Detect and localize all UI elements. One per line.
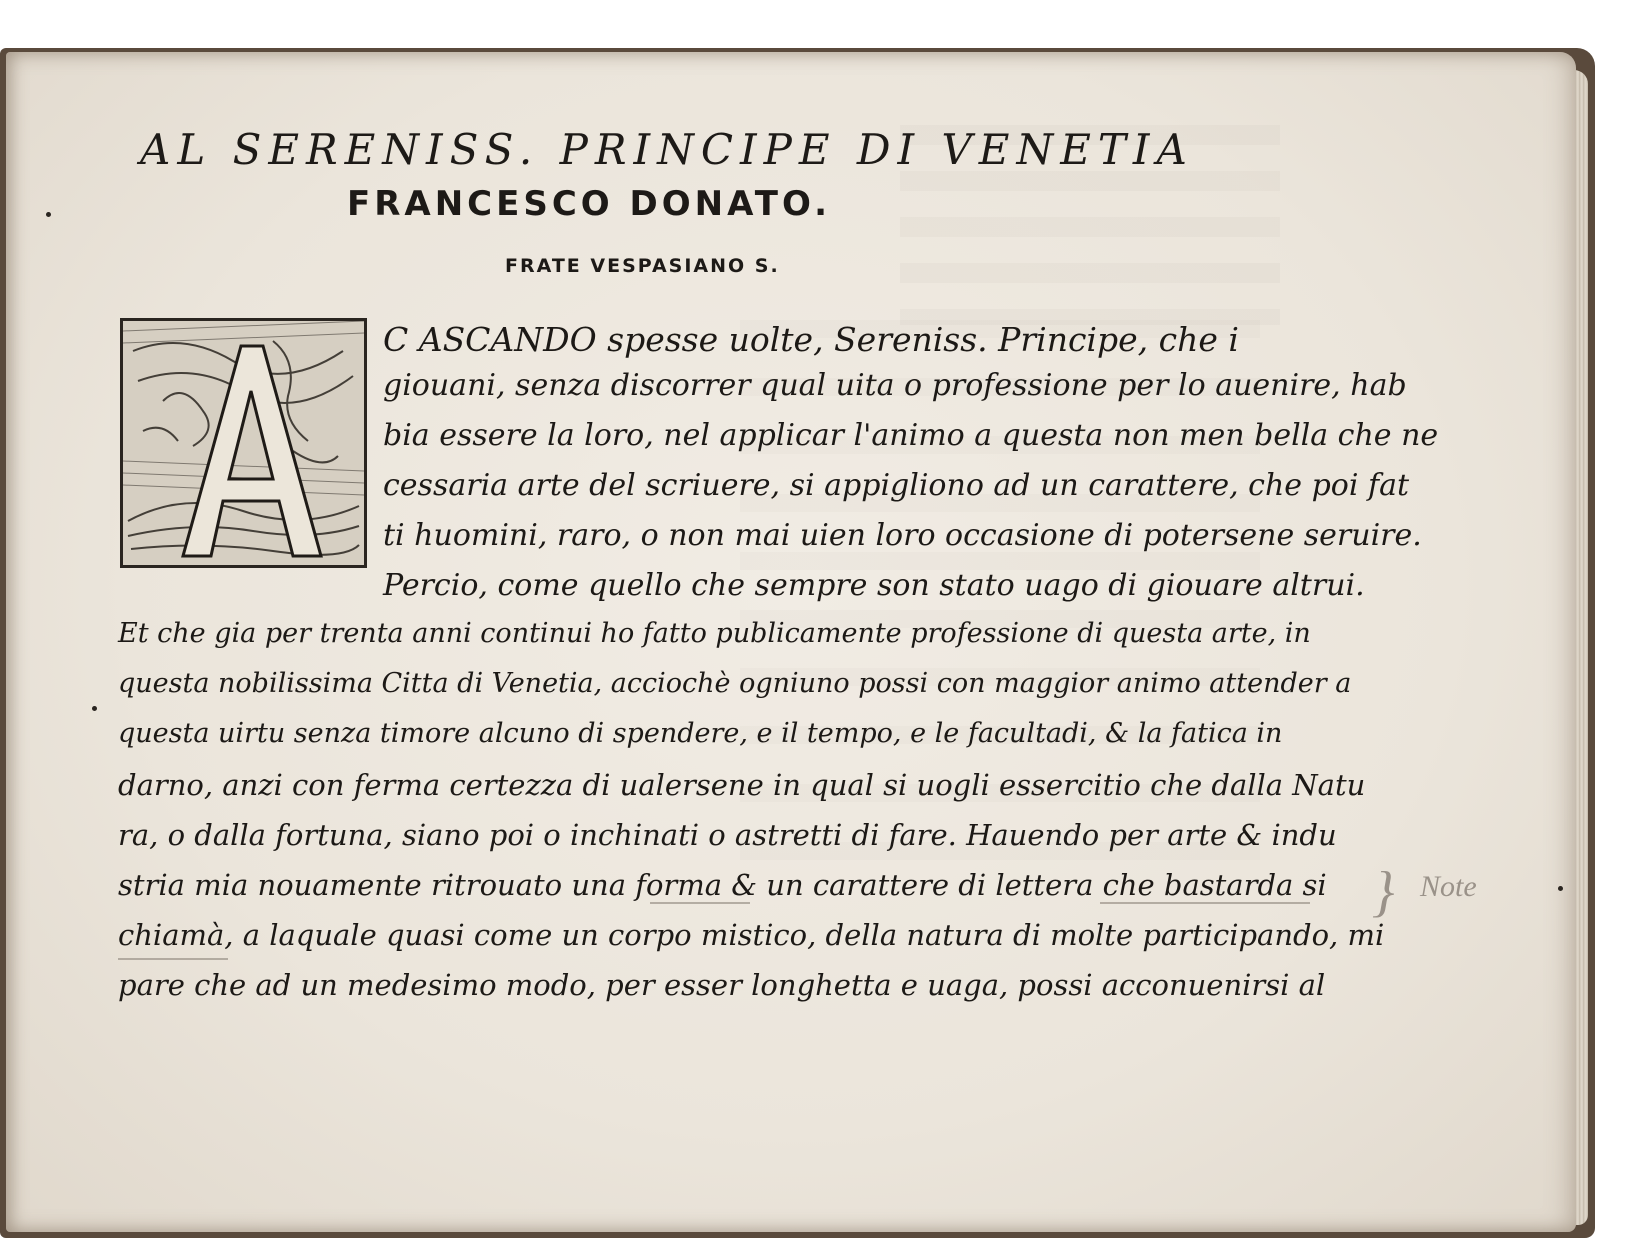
text-line-3: bia essere la loro, nel applicar l'animo a questa non men bella che ne [383,418,1439,453]
text-line-10: darno, anzi con ferma certezza di ualersene in qual si uogli essercitio che dalla Natu [118,768,1366,802]
margin-brace: } [1372,861,1395,923]
text-line-12: stria mia nouamente ritrouato una forma & un carattere di lettera che bastarda si [118,868,1327,902]
text-line-11: ra, o dalla fortuna, siano poi o inchinati o astretti di fare. Hauendo per arte & indu [118,818,1337,852]
text-line-7: Et che gia per trenta anni continui ho fatto publicamente professione di questa arte, in [118,618,1311,649]
dedicatee-name: FRANCESCO DONATO. [347,184,832,224]
ink-dot-2 [92,706,97,711]
text-line-5: ti huomini, raro, o non mai uien loro occasione di potersene seruire. [383,518,1422,553]
woodcut-illustration [123,321,364,565]
text-line-1: C ASCANDO spesse uolte, Sereniss. Principe, che i [383,320,1239,359]
text-line-13: chiamà, a laquale quasi come un corpo mistico, della natura di molte participando, mi [118,918,1385,952]
pencil-underline-1 [650,902,750,904]
dedication-heading: AL SERENISS. PRINCIPE DI VENETIA [140,125,1194,174]
margin-note: Note [1420,870,1477,903]
ink-dot-1 [46,212,51,217]
text-line-4: cessaria arte del scriuere, si appigliono ad un carattere, che poi fat [383,468,1410,503]
text-line-14: pare che ad un medesimo modo, per esser longhetta e uaga, possi acconuenirsi al [118,968,1326,1002]
ink-dot-3 [1558,886,1563,891]
text-line-8: questa nobilissima Citta di Venetia, acciochè ogniuno possi con maggior animo attender a [118,668,1352,699]
text-line-6: Percio, come quello che sempre son stato uago di giouare altrui. [383,568,1365,603]
text-line-2: giouani, senza discorrer qual uita o professione per lo auenire, hab [383,368,1407,403]
text-line-9: questa uirtu senza timore alcuno di spendere, e il tempo, e le facultadi, & la fatica in [118,718,1283,749]
woodcut-initial [120,318,367,568]
pencil-underline-2 [1100,902,1310,904]
author-name: FRATE VESPASIANO S. [505,255,780,277]
pencil-underline-3 [118,958,228,960]
